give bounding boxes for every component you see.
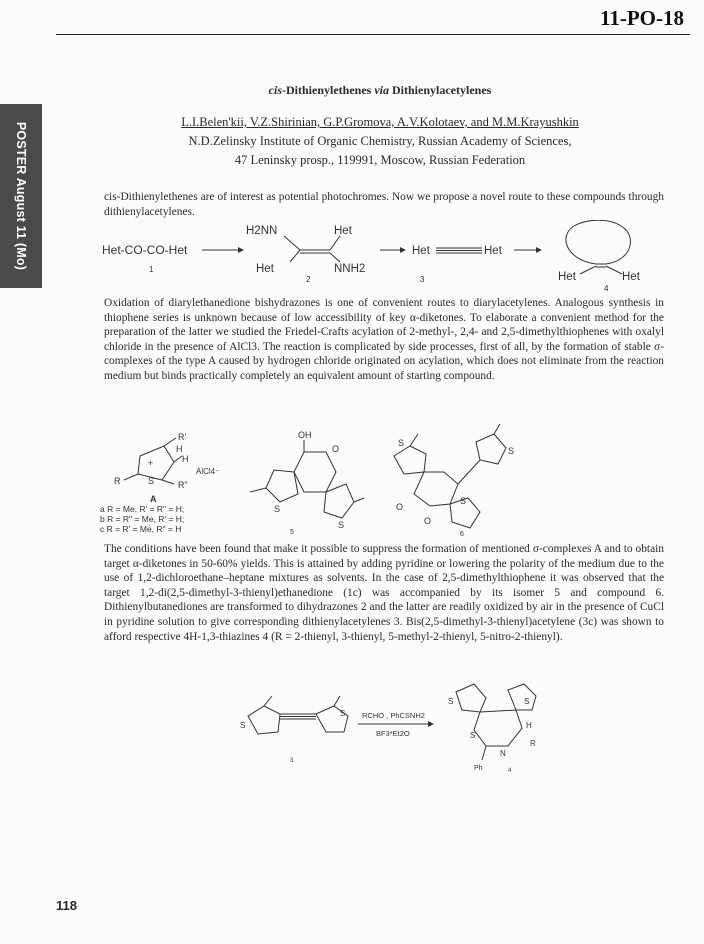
bond-21 <box>264 696 272 706</box>
p4-thiophene-2 <box>508 684 536 710</box>
c6-s-c: S <box>398 438 405 448</box>
p4-s4: S <box>524 697 530 706</box>
label-1: 1 <box>149 265 154 274</box>
bond-5 <box>290 250 300 262</box>
bond-1 <box>284 236 300 250</box>
c6-o-a: O <box>396 502 404 512</box>
institute: N.D.Zelinsky Institute of Organic Chemistry, Russian Academy of Sciences, <box>188 134 572 148</box>
bond-20 <box>494 424 500 434</box>
s3-label-3: 3 <box>290 758 294 764</box>
p4-s5: S <box>470 731 476 740</box>
bond-16 <box>250 488 266 492</box>
label-5: 5 <box>290 529 294 536</box>
paragraph-2: The conditions have been found that make it possible to suppress the formation of mentioned σ-complexes A and to obtain target α-diketones in 50-60% yields. This is attained by adding pyridine or lowering the polarity of the medium due to the use of 1,2-dichloroethane–heptane mixtures as solvents. In the case of 2,5-dimethylthiophene it was observed that the target 1,2-di(2,5-dimethyl-3-thienyl)ethanedione (1c) was accompanied by its isomer 5 and compound 6. Dithienylbutanediones are transformed to dihydrazones 2 and the latter are readily oxidized by air in the presence of CuCl in pyridine solution to give corresponding dithienylacetylenes 3. Bis(2,5-dimethyl-3-thienyl)acetylene (3c) was shown to afford respective 4H-1,3-thiazines 4 (R = 2-thienyl, 3-thienyl, 5-methyl-2-thienyl, 5-nitro-2-thienyl). <box>104 543 664 643</box>
h2nn: H2NN <box>246 225 278 237</box>
diketone-1: Het-CO-CO-Het <box>102 243 188 257</box>
bond-6 <box>330 253 340 262</box>
het-b: Het <box>256 263 274 275</box>
p4-ph: Ph <box>474 765 483 772</box>
scheme-2 <box>98 422 538 542</box>
arrowhead-1 <box>238 247 244 253</box>
title-prefix: cis <box>268 83 282 97</box>
p4-label-4: 4 <box>508 768 512 774</box>
bond-22 <box>334 696 340 706</box>
header-rule <box>56 34 690 35</box>
s3-s1: S <box>240 721 246 730</box>
het-f: Het <box>622 271 640 283</box>
c6-s-e: S <box>460 496 467 506</box>
address: 47 Leninsky prosp., 119991, Moscow, Russian Federation <box>234 153 526 167</box>
s3-thiophene-1 <box>248 706 280 734</box>
bond-14 <box>162 480 174 484</box>
ring-4 <box>566 220 631 264</box>
s3-reagent-top: RCHO , PhCSNH2 <box>362 711 425 720</box>
title-main: -Dithienylethenes <box>282 83 375 97</box>
a-r: R <box>114 476 121 486</box>
label-4: 4 <box>604 284 609 293</box>
c5-thiophene-1 <box>324 484 354 518</box>
legend-b: b R = R" = Me, R' = H; <box>100 514 185 524</box>
side-tab <box>0 104 42 288</box>
legend-c: c R = R' = Me, R" = H <box>100 524 182 534</box>
het-d: Het <box>484 245 502 257</box>
c6-ring <box>414 472 458 506</box>
title-via: via <box>374 83 389 97</box>
bond-10 <box>606 266 622 274</box>
a-h-top: H <box>176 444 183 454</box>
label-6: 6 <box>460 531 464 538</box>
intro-paragraph: cis-Dithienylethenes are of interest as potential photochromes. Now we propose a novel route to these compounds through dithienylacetylenes. <box>104 191 664 218</box>
p4-r: R <box>530 739 536 748</box>
het-a: Het <box>334 225 352 237</box>
scheme-3 <box>234 676 564 776</box>
c5-ring-1 <box>294 452 336 492</box>
a-h: H <box>182 454 189 464</box>
title-suffix: Dithienylacetylenes <box>389 83 492 97</box>
label-3: 3 <box>420 275 425 284</box>
authors: L.I.Belen'kii, V.Z.Shirinian, G.P.Gromova, A.V.Kolotaev, and M.M.Krayushkin <box>181 115 579 129</box>
arrowhead-3 <box>536 247 542 253</box>
p4-thiophene-1 <box>456 684 486 712</box>
bond-13 <box>124 474 138 480</box>
bond-17 <box>354 498 364 502</box>
scheme-1 <box>96 220 686 286</box>
paper-title <box>60 83 700 98</box>
c6-o-b: O <box>424 516 432 526</box>
label-a: A <box>150 494 157 504</box>
page-number: 118 <box>56 898 77 913</box>
c6-thiophene-2 <box>476 434 506 464</box>
bond-11 <box>164 438 176 446</box>
p4-thiazine <box>474 710 522 746</box>
c6-thiophene-1 <box>394 446 426 474</box>
c5-s-a: S <box>274 504 281 514</box>
nnh2: NNH2 <box>334 263 366 275</box>
bond-4 <box>330 236 340 250</box>
p4-n: N <box>500 749 506 758</box>
a-s: S <box>148 476 155 486</box>
bond-18 <box>458 460 480 484</box>
legend-a: a R = Me, R' = R" = H; <box>100 504 185 514</box>
a-r-dprime: R" <box>178 480 188 490</box>
s3-s2: S <box>340 709 346 718</box>
c6-s-d: S <box>508 446 515 456</box>
p4-h: H <box>526 721 532 730</box>
c5-s-b: S <box>338 520 345 530</box>
het-e: Het <box>558 271 576 283</box>
a-r-prime: R' <box>178 432 187 442</box>
arrowhead-2 <box>400 247 406 253</box>
bond-23 <box>482 746 486 760</box>
p4-s3: S <box>448 697 454 706</box>
side-tab-label: POSTER August 11 (Mo) <box>14 121 28 271</box>
c5-o: O <box>332 444 340 454</box>
sigma-complex-ring <box>138 446 174 480</box>
het-c: Het <box>412 245 430 257</box>
bond-9 <box>580 266 596 274</box>
paragraph-1: Oxidation of diarylethanedione bishydrazones is one of convenient routes to diarylacetylenes. Analogous synthesis in thiophene series is unknown because of low accessibility of key α-diketones. To elaborate a convenient method for the preparation of the latter we studied the Friedel-Crafts acylation of 2-methyl-, 2,4- and 2,5-dimethylthiophenes with oxalyl chloride in the presence of AlCl3. The reaction is complicated by side processes, first of all, by the formation of stable σ-complexes of the type A caused by hydrogen chloride originated on acylation, which does not eliminate from the reaction medium but binds practically completely an equivalent amount of starting compound. <box>104 297 664 382</box>
s3-arrowhead <box>428 721 434 727</box>
c5-thiophene-2 <box>266 470 298 502</box>
label-2: 2 <box>306 275 311 284</box>
abstract-code: 11-PO-18 <box>600 6 684 30</box>
s3-reagent-bottom: BF3*Et2O <box>376 729 410 738</box>
a-alcl4: AlCl4⁻ <box>196 467 220 476</box>
c5-oh: OH <box>298 430 312 440</box>
bond-19 <box>410 434 418 446</box>
a-plus: + <box>148 458 154 468</box>
bond-12 <box>174 456 182 462</box>
